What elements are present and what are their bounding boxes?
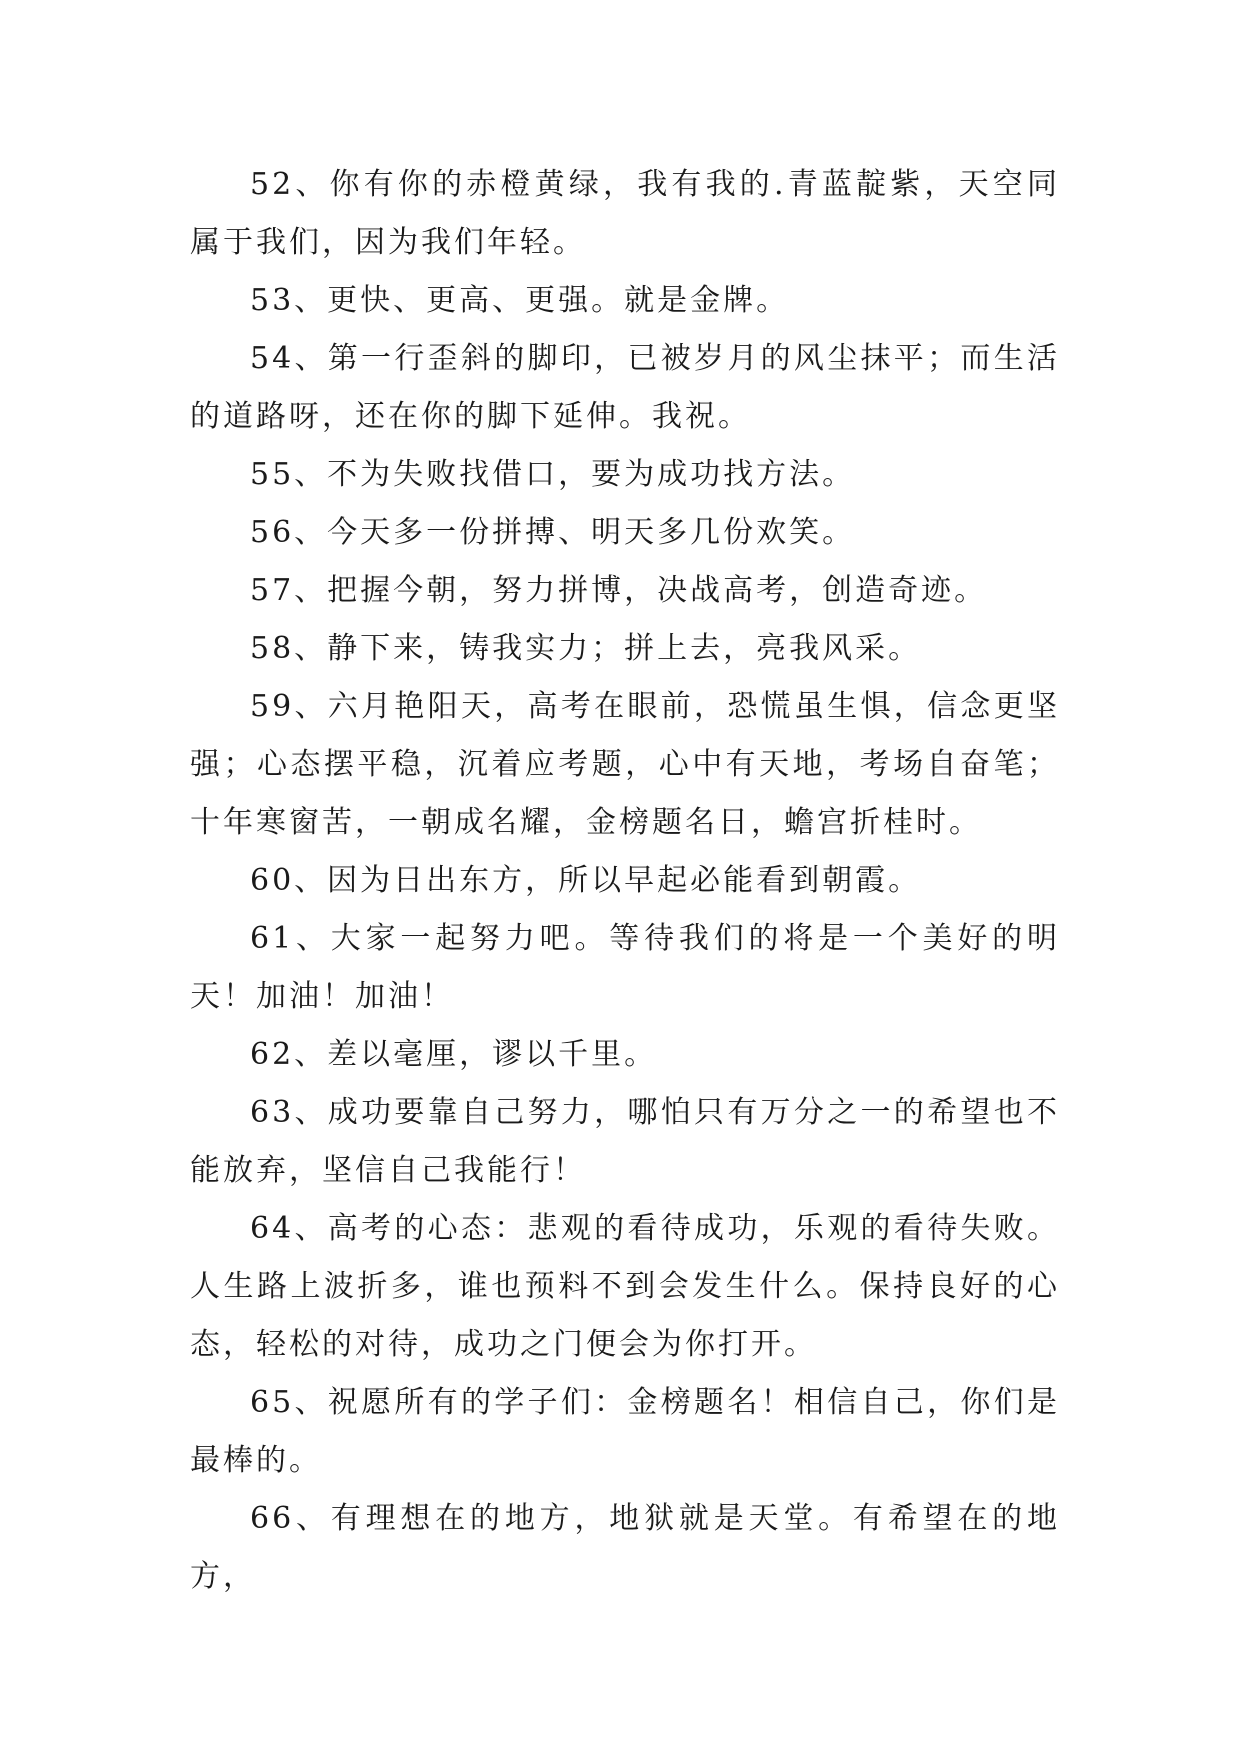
paragraph-66: 66、有理想在的地方，地狱就是天堂。有希望在的地方， — [190, 1501, 1060, 1594]
paragraph-65: 65、祝愿所有的学子们：金榜题名！相信自己，你们是最棒的。 — [190, 1385, 1060, 1478]
paragraph-55: 55、不为失败找借口，要为成功找方法。 — [250, 457, 856, 492]
paragraph-63: 63、成功要靠自己努力，哪怕只有万分之一的希望也不能放弃，坚信自己我能行！ — [190, 1095, 1060, 1188]
paragraph-54: 54、第一行歪斜的脚印，已被岁月的风尘抹平；而生活的道路呀，还在你的脚下延伸。我祝。 — [190, 341, 1060, 434]
paragraph-57: 57、把握今朝，努力拼博，决战高考，创造奇迹。 — [250, 573, 988, 608]
paragraph-60: 60、因为日出东方，所以早起必能看到朝霞。 — [250, 863, 922, 898]
paragraph-56: 56、今天多一份拼搏、明天多几份欢笑。 — [250, 515, 856, 550]
paragraph-58: 58、静下来，铸我实力；拼上去，亮我风采。 — [250, 631, 922, 666]
paragraph-53: 53、更快、更高、更强。就是金牌。 — [250, 283, 790, 318]
document-body — [190, 156, 1060, 1606]
paragraph-59: 59、六月艳阳天，高考在眼前，恐慌虽生惧，信念更坚强；心态摆平稳，沉着应考题，心中有天地，考场自奋笔；十年寒窗苦，一朝成名耀，金榜题名日，蟾宫折桂时。 — [190, 689, 1060, 840]
paragraph-62: 62、差以毫厘，谬以千里。 — [250, 1037, 658, 1072]
paragraph-64: 64、高考的心态：悲观的看待成功，乐观的看待失败。人生路上波折多，谁也预料不到会发生什么。保持良好的心态，轻松的对待，成功之门便会为你打开。 — [190, 1211, 1060, 1362]
paragraph-52: 52、你有你的赤橙黄绿，我有我的.青蓝靛紫，天空同属于我们，因为我们年轻。 — [190, 167, 1060, 260]
paragraph-61: 61、大家一起努力吧。等待我们的将是一个美好的明天！加油！加油！ — [190, 921, 1060, 1014]
